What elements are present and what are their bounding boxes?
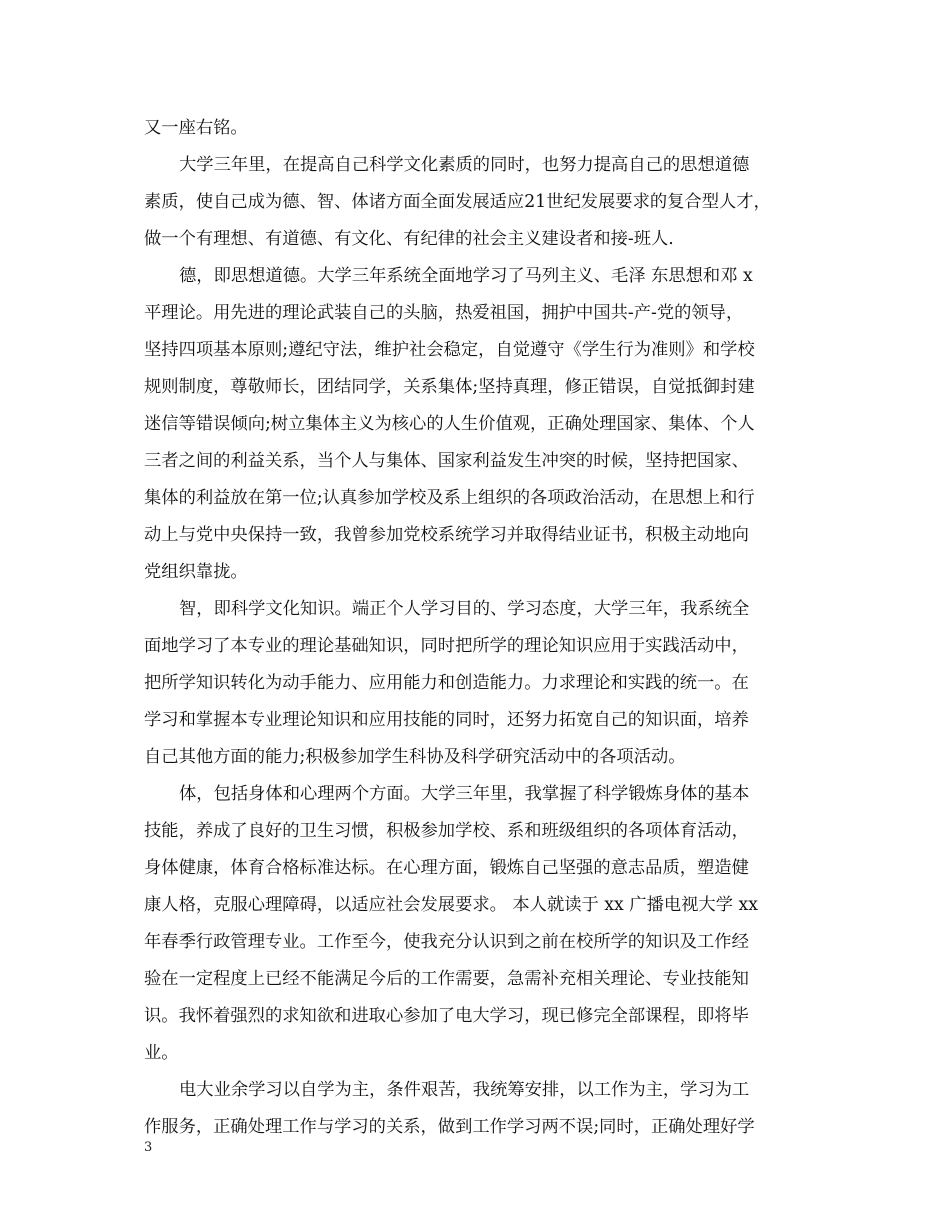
text-line: 把所学知识转化为动手能力、应用能力和创造能力。力求理论和实践的统一。在 xyxy=(144,673,749,693)
text-line: 动上与党中央保持一致，我曾参加党校系统学习并取得结业证书，积极主动地向 xyxy=(144,525,749,545)
text-line: 集体的利益放在第一位;认真参加学校及系上组织的各项政治活动，在思想上和行 xyxy=(144,488,755,508)
text-line: 技能，养成了良好的卫生习惯，积极参加学校、系和班级组织的各项体育活动， xyxy=(144,821,749,841)
text-line: 大学三年里，在提高自己科学文化素质的同时，也努力提高自己的思想道德 xyxy=(179,155,750,175)
text-line: 学习和掌握本专业理论知识和应用技能的同时，还努力拓宽自己的知识面，培养 xyxy=(144,710,749,730)
text-line: 身体健康，体育合格标准达标。在心理方面，锻炼自己坚强的意志品质，塑造健 xyxy=(144,858,749,878)
text-line: 电大业余学习以自学为主，条件艰苦，我统筹安排，以工作为主，学习为工 xyxy=(179,1080,750,1100)
text-line: 做一个有理想、有道德、有文化、有纪律的社会主义建设者和接-班人. xyxy=(144,229,674,249)
text-line: 体，包括身体和心理两个方面。大学三年里，我掌握了科学锻炼身体的基本 xyxy=(179,784,750,804)
text-line: 业。 xyxy=(144,1043,179,1063)
text-line: 德，即思想道德。大学三年系统全面地学习了马列主义、毛泽 东思想和邓 x xyxy=(179,266,753,286)
text-line: 又一座右铭。 xyxy=(144,118,248,138)
text-line: 年春季行政管理专业。工作至今，使我充分认识到之前在校所学的知识及工作经 xyxy=(144,932,749,952)
text-line: 作服务，正确处理工作与学习的关系，做到工作学习两不误;同时，正确处理好学 xyxy=(144,1117,755,1137)
text-line: 党组织靠拢。 xyxy=(144,562,248,582)
text-line: 坚持四项基本原则;遵纪守法，维护社会稳定，自觉遵守《学生行为准则》和学校 xyxy=(144,340,755,360)
text-line: 面地学习了本专业的理论基础知识，同时把所学的理论知识应用于实践活动中， xyxy=(144,636,749,656)
text-line: 智，即科学文化知识。端正个人学习目的、学习态度，大学三年，我系统全 xyxy=(179,599,750,619)
text-line: 三者之间的利益关系，当个人与集体、国家利益发生冲突的时候，坚持把国家、 xyxy=(144,451,749,471)
text-line: 素质，使自己成为德、智、体诸方面全面发展适应21世纪发展要求的复合型人才， xyxy=(144,192,771,212)
text-line: 康人格，克服心理障碍，以适应社会发展要求。 本人就读于 xx 广播电视大学 xx xyxy=(144,895,758,915)
page-number: 3 xyxy=(144,1140,153,1155)
text-line: 平理论。用先进的理论武装自己的头脑，热爱祖国，拥护中国共-产-党的领导， xyxy=(144,303,744,323)
text-line: 识。我怀着强烈的求知欲和进取心参加了电大学习，现已修完全部课程，即将毕 xyxy=(144,1006,749,1026)
text-line: 规则制度，尊敬师长，团结同学，关系集体;坚持真理，修正错误，自觉抵御封建 xyxy=(144,377,755,397)
text-line: 验在一定程度上已经不能满足今后的工作需要，急需补充相关理论、专业技能知 xyxy=(144,969,749,989)
text-line: 自己其他方面的能力;积极参加学生科协及科学研究活动中的各项活动。 xyxy=(144,747,686,767)
text-line: 迷信等错误倾向;树立集体主义为核心的人生价值观，正确处理国家、集体、个人 xyxy=(144,414,755,434)
